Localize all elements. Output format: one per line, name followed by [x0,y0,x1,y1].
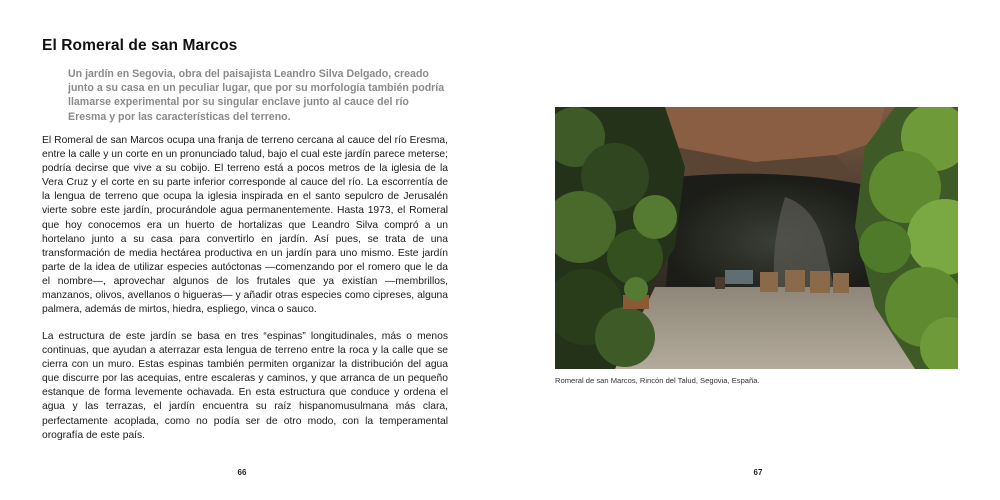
page-number-left: 66 [237,468,247,477]
body-paragraph-2: La estructura de este jardín se basa en tres “espinas” longitudinales, más o menos continuas, que ayudan a aterrazar esta lengua de terreno entre la roca y la calle que se cierra con un muro. Estas espinas también permiten organizar la distribución del agua que discurre por las acequias, entre escaleras y caminos, y que arranca de un pequeño estanque de forma levemente ochavada. En esta estructura que conduce y ordena el agua y las terrazas, el jardín encuentra su raíz hispanomusulmana más clara, perfectamente acoplada, como no podía ser de otro modo, con la temperamental orografía de este país. [42,331,448,441]
bench [725,270,753,284]
page-number-right: 67 [753,468,763,477]
body-paragraph-1: El Romeral de san Marcos ocupa una franja de terreno cercana al cauce del río Eresma, entre la calle y un corte en un pronunciado talud, bajo el cual este jardín parece meterse; podría decirse que vive a su cobijo. El terreno está a pocos metros de la iglesia de la Vera Cruz y el corte en su parte inferior corresponde al cauce del río. La escorrentía de la lengua de terreno que ocupa la iglesia inspirada en el santo sepulcro de Jerusalén vierte sobre este jardín, procurándole agua permanentemente. Hasta 1973, el Romeral que hoy conocemos era un huerto de hortalizas que Leandro Silva compró a un hortelano junto a su casa para convertirlo en jardín. Así pues, se trata de una transformación de media hectárea productiva en un jardín para uno mismo. Este jardín parte de la idea de utilizar especies autóctonas —comenzando por el romero que le da el nombre—, aprovechar algunos de los frutales que ya existían —membrillos, manzanos, olivos, avellanos o higueras— y añadir otras especies como cipreses, alguna palmera, además de mirtos, hiedra, espliego, vinca o sauco. [42,135,448,316]
article-title: El Romeral de san Marcos [42,37,238,54]
photo-caption: Romeral de san Marcos, Rincón del Talud, Segovia, España. [555,376,760,385]
lead-paragraph: Un jardín en Segovia, obra del paisajista Leandro Silva Delgado, creado junto a su casa en un peculiar lugar, que por su morfología también podría llamarse experimental por su singular enclave junto al cauce del río Eresma y por las características del terreno. [68,68,445,123]
small-table [715,277,725,289]
garden-photo [555,107,958,369]
garden-chairs [760,270,849,293]
right-page [500,0,1000,500]
